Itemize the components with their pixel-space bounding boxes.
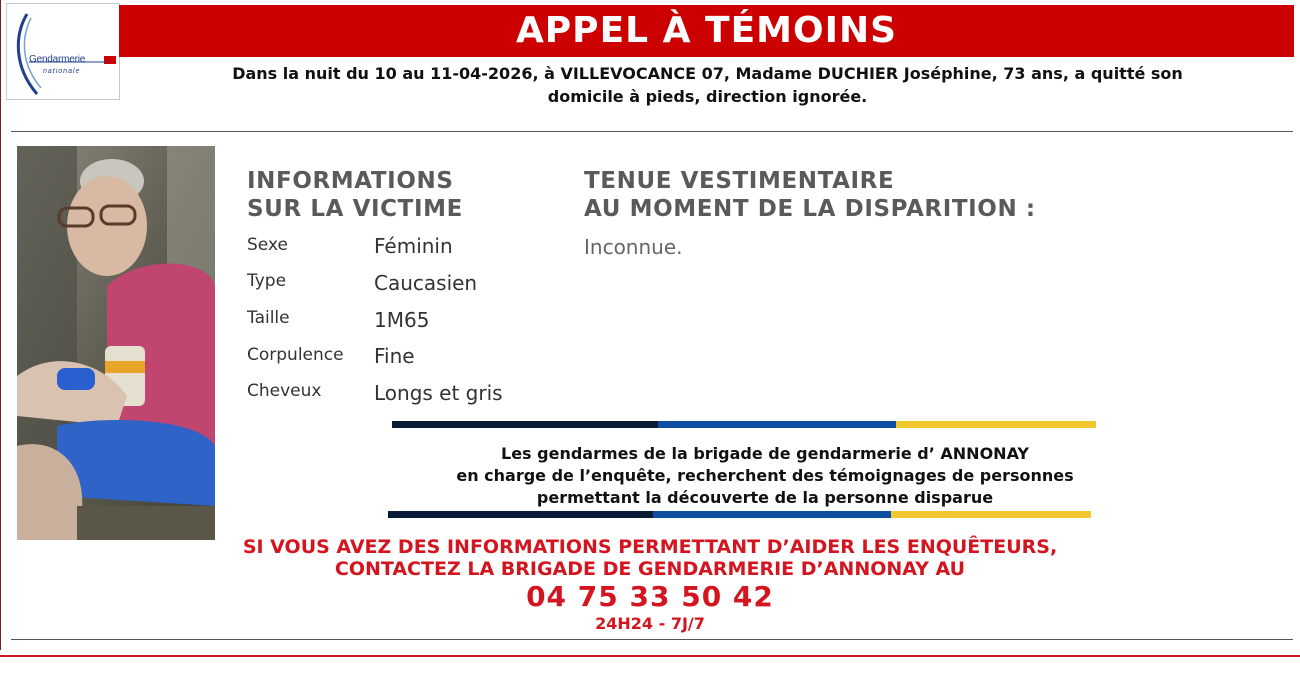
investigation-line-3: permettant la découverte de la personne disparue — [536, 488, 994, 507]
victim-info-title-line-1: INFORMATIONS — [247, 168, 454, 194]
logo-text-nationale: nationale — [43, 68, 81, 75]
page-title: APPEL À TÉMOINS — [119, 5, 1294, 57]
value-corpulence: Fine — [374, 344, 415, 368]
intro-text — [135, 62, 1280, 108]
label-type: Type — [247, 271, 287, 291]
clothing-title-line-1: TENUE VESTIMENTAIRE — [584, 168, 895, 194]
value-sexe: Féminin — [374, 234, 453, 258]
intro-line-2: domicile à pieds, direction ignorée. — [547, 87, 868, 106]
logo-text-gendarmerie: Gendarmerie — [29, 54, 86, 65]
value-taille: 1M65 — [374, 308, 430, 332]
label-cheveux: Cheveux — [247, 381, 322, 401]
investigation-line-1: Les gendarmes de la brigade de gendarmerie d’ ANNONAY — [501, 444, 1029, 463]
clothing-title — [584, 167, 1036, 223]
victim-info-title-line-2: SUR LA VICTIME — [247, 196, 463, 222]
value-type: Caucasien — [374, 271, 478, 295]
label-sexe: Sexe — [247, 235, 288, 255]
victim-info-title — [247, 167, 463, 223]
red-footer-rule — [0, 655, 1300, 657]
tricolor-stripe-bottom — [388, 511, 1091, 518]
label-taille: Taille — [247, 308, 290, 328]
contact-line-1: SI VOUS AVEZ DES INFORMATIONS PERMETTANT D’AIDER LES ENQUÊTEURS, — [242, 536, 1058, 558]
tricolor-stripe-top — [392, 421, 1096, 428]
value-cheveux: Longs et gris — [374, 381, 503, 405]
clothing-title-line-2: AU MOMENT DE LA DISPARITION : — [584, 196, 1036, 222]
intro-line-1: Dans la nuit du 10 au 11-04-2026, à VILLEVOCANCE 07, Madame DUCHIER Joséphine, 73 ans, a quitté son — [232, 64, 1183, 83]
contact-phone[interactable]: 04 75 33 50 42 — [526, 580, 774, 613]
divider-bottom — [11, 639, 1293, 640]
gendarmerie-logo — [6, 3, 120, 100]
victim-photo — [17, 146, 215, 540]
label-corpulence: Corpulence — [247, 345, 344, 365]
clothing-value: Inconnue. — [584, 235, 683, 259]
contact-line-2: CONTACTEZ LA BRIGADE DE GENDARMERIE D’ANNONAY AU — [334, 558, 966, 580]
investigation-text — [395, 443, 1135, 509]
logo-swoosh-icon — [7, 4, 119, 99]
investigation-line-2: en charge de l’enquête, recherchent des témoignages de personnes — [456, 466, 1074, 485]
contact-hours: 24H24 - 7J/7 — [595, 614, 705, 633]
divider-top — [11, 131, 1293, 132]
